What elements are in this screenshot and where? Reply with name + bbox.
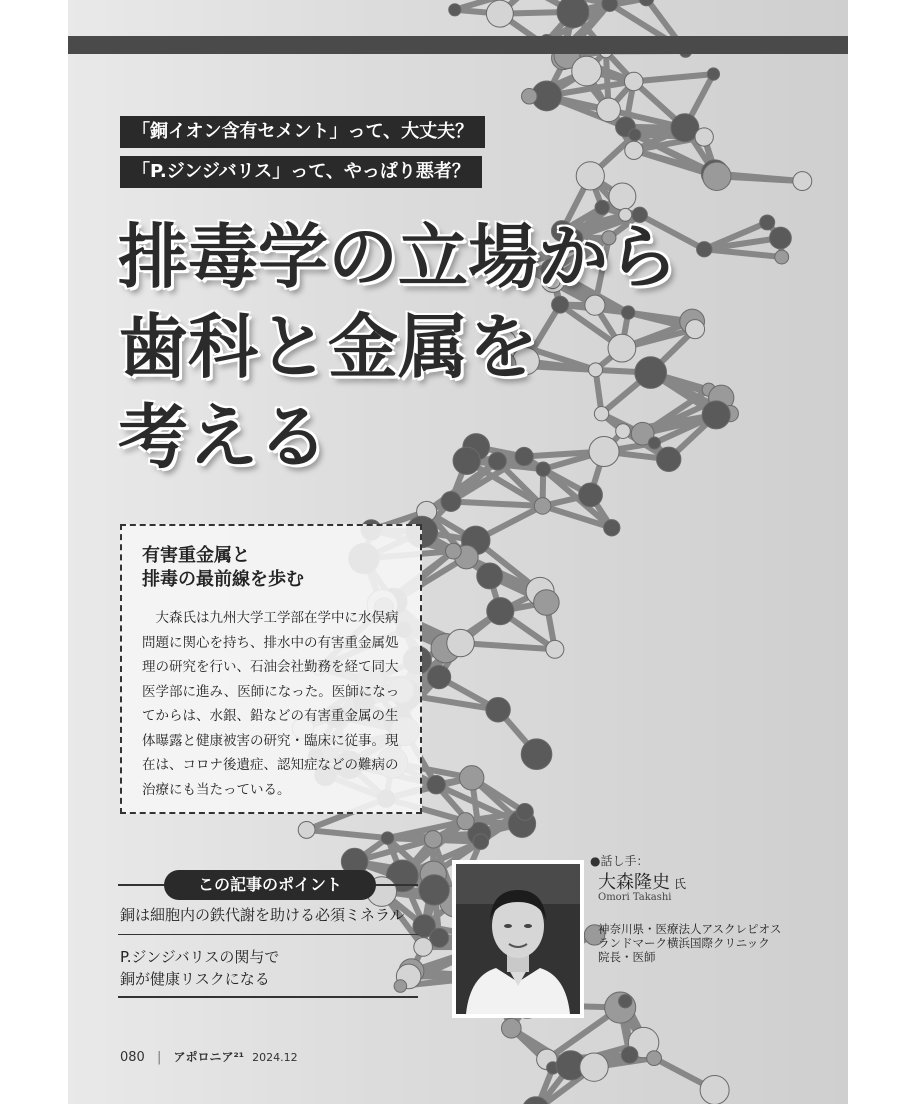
- speaker-portrait: [456, 864, 580, 1014]
- kicker-line-1: 「銅イオン含有セメント」って、大丈夫？: [120, 116, 485, 148]
- speaker-label: ●話し手：: [590, 854, 649, 868]
- affiliation-line-3: 院長・医師: [598, 950, 656, 964]
- article-title: [118, 212, 678, 482]
- point-item-2-line-1: P.ジンジバリスの関与で: [120, 948, 280, 966]
- points-divider: [118, 934, 418, 935]
- speaker-name: [598, 868, 686, 894]
- speaker-photo: [452, 860, 584, 1018]
- point-item-2: [120, 946, 279, 990]
- profile-heading-line-2: 排毒の最前線を歩む: [142, 569, 304, 590]
- affiliation-line-1: 神奈川県・医療法人アスクレピオス: [598, 922, 782, 936]
- footer-separator: |: [156, 1050, 162, 1065]
- profile-heading: [142, 544, 420, 592]
- magazine-page: [68, 0, 848, 1104]
- issue-date: 2024.12: [252, 1051, 298, 1064]
- page-footer: [120, 1048, 298, 1065]
- profile-box: [120, 524, 422, 814]
- points-rule-bottom: [118, 996, 418, 998]
- profile-body: 大森氏は九州大学工学部在学中に水俣病問題に関心を持ち、排水中の有害重金属処理の研究を行い、石油会社勤務を経て同大医学部に進み、医師になった。医師になってからは、水銀、鉛などの有害重金属の生体曝露と健康被害の研究・臨床に従事。現在は、コロナ後遺症、認知症などの難病の治療にも当たっている。: [142, 610, 400, 798]
- title-line-3: 考える: [118, 396, 328, 478]
- point-item-1: 銅は細胞内の鉄代謝を助ける必須ミネラル: [120, 906, 405, 924]
- points-label: この記事のポイント: [164, 870, 376, 900]
- profile-heading-line-1: 有害重金属と: [142, 545, 250, 566]
- top-bar: [68, 36, 848, 54]
- kicker-line-2: 「P.ジンジバリス」って、やっぱり悪者？: [120, 156, 482, 188]
- magazine-name: アポロニア²¹: [173, 1050, 245, 1064]
- speaker-name-romanized: Omori Takashi: [598, 892, 672, 903]
- title-line-2: 歯科と金属を: [118, 306, 538, 388]
- speaker-name-text: 大森隆史: [598, 872, 670, 893]
- page-number: 080: [120, 1050, 145, 1065]
- speaker-affiliation: [598, 922, 781, 964]
- title-line-1: 排毒学の立場から: [118, 216, 678, 298]
- point-item-2-line-2: 銅が健康リスクになる: [120, 970, 270, 988]
- speaker-honorific: 氏: [674, 877, 687, 891]
- affiliation-line-2: ランドマーク横浜国際クリニック: [598, 936, 770, 950]
